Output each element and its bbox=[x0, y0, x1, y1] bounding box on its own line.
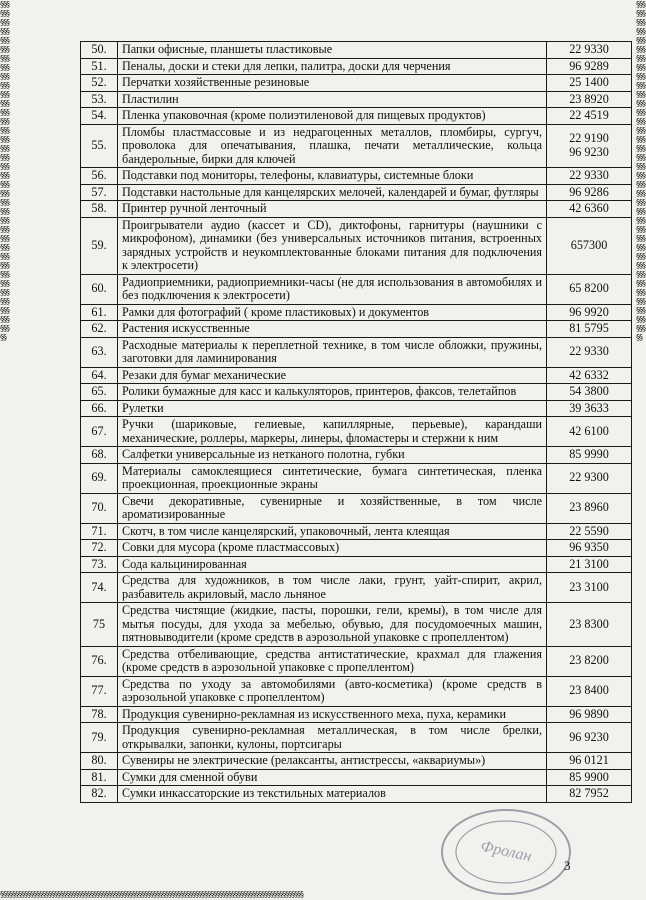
row-number: 73. bbox=[81, 556, 118, 573]
row-number: 55. bbox=[81, 124, 118, 168]
item-code: 23 8920 bbox=[547, 91, 632, 108]
item-name: Салфетки универсальные из нетканого полотна, губки bbox=[118, 447, 547, 464]
item-code: 54 3800 bbox=[547, 384, 632, 401]
item-code: 25 1400 bbox=[547, 75, 632, 92]
table-row bbox=[81, 274, 632, 304]
table-row bbox=[81, 217, 632, 274]
table-row bbox=[81, 556, 632, 573]
item-code: 21 3100 bbox=[547, 556, 632, 573]
item-name: Папки офисные, планшеты пластиковые bbox=[118, 42, 547, 59]
round-stamp bbox=[438, 800, 574, 896]
table-row bbox=[81, 603, 632, 647]
item-code: 23 8960 bbox=[547, 493, 632, 523]
item-code: 82 7952 bbox=[547, 786, 632, 803]
item-name: Средства для художников, в том числе лаки, грунт, уайт-спирит, акрил, разбавитель акриловый, масло льняное bbox=[118, 573, 547, 603]
item-name: Пластилин bbox=[118, 91, 547, 108]
row-number: 79. bbox=[81, 723, 118, 753]
item-code: 96 9920 bbox=[547, 304, 632, 321]
row-number: 80. bbox=[81, 753, 118, 770]
row-number: 62. bbox=[81, 321, 118, 338]
table-row bbox=[81, 523, 632, 540]
table-row bbox=[81, 184, 632, 201]
item-name: Сувениры не электрические (релаксанты, антистрессы, «аквариумы») bbox=[118, 753, 547, 770]
item-code: 65 8200 bbox=[547, 274, 632, 304]
item-name: Проигрыватели аудио (кассет и CD), диктофоны, гарнитуры (наушники с микрофоном), динамики (без универсальных источников питания, встроенных зарядных устройств и неукомплектованные блоками питания для подключения к электросети) bbox=[118, 217, 547, 274]
item-name: Рамки для фотографий ( кроме пластиковых) и документов bbox=[118, 304, 547, 321]
table-row bbox=[81, 463, 632, 493]
item-name: Принтер ручной ленточный bbox=[118, 201, 547, 218]
item-code: 42 6332 bbox=[547, 367, 632, 384]
item-code: 81 5795 bbox=[547, 321, 632, 338]
item-code: 23 8300 bbox=[547, 603, 632, 647]
row-number: 81. bbox=[81, 769, 118, 786]
page-number: 3 bbox=[564, 858, 571, 873]
item-code: 42 6360 bbox=[547, 201, 632, 218]
table-row bbox=[81, 786, 632, 803]
table-row bbox=[81, 367, 632, 384]
item-code: 85 9900 bbox=[547, 769, 632, 786]
row-number: 60. bbox=[81, 274, 118, 304]
row-number: 59. bbox=[81, 217, 118, 274]
row-number: 67. bbox=[81, 417, 118, 447]
row-number: 50. bbox=[81, 42, 118, 59]
item-name: Средства отбеливающие, средства антистатические, крахмал для глажения (кроме средств в аэрозольной упаковке с пропеллентом) bbox=[118, 646, 547, 676]
table-row bbox=[81, 769, 632, 786]
table-row bbox=[81, 676, 632, 706]
table-row bbox=[81, 42, 632, 59]
item-name: Подставки под мониторы, телефоны, клавиатуры, системные блоки bbox=[118, 168, 547, 185]
table-row bbox=[81, 108, 632, 125]
row-number: 68. bbox=[81, 447, 118, 464]
item-name: Продукция сувенирно-рекламная из искусственного меха, пуха, керамики bbox=[118, 706, 547, 723]
item-code: 22 4519 bbox=[547, 108, 632, 125]
item-code: 39 3633 bbox=[547, 400, 632, 417]
item-name: Продукция сувенирно-рекламная металлическая, в том числе брелки, открывалки, запонки, кулоны, портсигары bbox=[118, 723, 547, 753]
item-code: 22 9300 bbox=[547, 463, 632, 493]
item-name: Ролики бумажные для касс и калькуляторов, принтеров, факсов, телетайпов bbox=[118, 384, 547, 401]
item-code: 657300 bbox=[547, 217, 632, 274]
item-name: Сода кальцинированная bbox=[118, 556, 547, 573]
table-row bbox=[81, 337, 632, 367]
stamp-text: Фролан bbox=[479, 837, 534, 866]
row-number: 71. bbox=[81, 523, 118, 540]
table-row bbox=[81, 124, 632, 168]
item-name: Совки для мусора (кроме пластмассовых) bbox=[118, 540, 547, 557]
item-code: 96 9890 bbox=[547, 706, 632, 723]
row-number: 70. bbox=[81, 493, 118, 523]
item-name: Растения искусственные bbox=[118, 321, 547, 338]
item-name: Сумки для сменной обуви bbox=[118, 769, 547, 786]
item-name: Радиоприемники, радиоприемники-часы (не для использования в автомобилях и без подключения к электросети) bbox=[118, 274, 547, 304]
item-code: 42 6100 bbox=[547, 417, 632, 447]
table-row bbox=[81, 493, 632, 523]
item-code: 22 9330 bbox=[547, 168, 632, 185]
item-code: 96 0121 bbox=[547, 753, 632, 770]
item-code: 23 8200 bbox=[547, 646, 632, 676]
row-number: 53. bbox=[81, 91, 118, 108]
item-name: Свечи декоративные, сувенирные и хозяйственные, в том числе ароматизированные bbox=[118, 493, 547, 523]
item-name: Перчатки хозяйственные резиновые bbox=[118, 75, 547, 92]
item-code: 22 9190 96 9230 bbox=[547, 124, 632, 168]
row-number: 56. bbox=[81, 168, 118, 185]
item-name: Расходные материалы к переплетной технике, в том числе обложки, пружины, заготовки для ламинирования bbox=[118, 337, 547, 367]
row-number: 65. bbox=[81, 384, 118, 401]
item-code: 22 9330 bbox=[547, 42, 632, 59]
row-number: 72. bbox=[81, 540, 118, 557]
table-row bbox=[81, 304, 632, 321]
item-code: 96 9350 bbox=[547, 540, 632, 557]
table-row bbox=[81, 321, 632, 338]
item-name: Пломбы пластмассовые и из недрагоценных металлов, пломбиры, сургуч, проволока для опечатывания, плашка, печати металлические, кольца бандерольные, бирки для ключей bbox=[118, 124, 547, 168]
table-row bbox=[81, 540, 632, 557]
item-code: 96 9286 bbox=[547, 184, 632, 201]
table-row bbox=[81, 753, 632, 770]
table-row bbox=[81, 723, 632, 753]
table-row bbox=[81, 201, 632, 218]
item-name: Сумки инкассаторские из текстильных материалов bbox=[118, 786, 547, 803]
table-row bbox=[81, 384, 632, 401]
goods-table-body bbox=[81, 42, 632, 803]
table-row bbox=[81, 400, 632, 417]
table-row bbox=[81, 573, 632, 603]
table-row bbox=[81, 706, 632, 723]
row-number: 64. bbox=[81, 367, 118, 384]
item-code: 23 3100 bbox=[547, 573, 632, 603]
row-number: 76. bbox=[81, 646, 118, 676]
row-number: 75 bbox=[81, 603, 118, 647]
perforated-edge-right: §§§§§§§§§§§§§§§§§§§§§§§§§§§§§§§§§§§§§§§§§§§§§§§§§§§§§§§§§§§§§§§§§§§§§§§§§§§§§§§§§§§§§§§§§§§§§§§§§§§§§§§§§§§§§§§§§ bbox=[636, 0, 645, 342]
item-name: Пленка упаковочная (кроме полиэтиленовой для пищевых продуктов) bbox=[118, 108, 547, 125]
item-name: Средства по уходу за автомобилями (авто-косметика) (кроме средств в аэрозольной упаковке с пропеллентом) bbox=[118, 676, 547, 706]
item-code: 96 9289 bbox=[547, 58, 632, 75]
item-code: 22 9330 bbox=[547, 337, 632, 367]
item-name: Средства чистящие (жидкие, пасты, порошки, гели, кремы), в том числе для мытья посуды, для ухода за мебелью, обувью, для посудомоечных машин, пятновыводители (кроме средств в аэрозольной упаковке с пропеллентом) bbox=[118, 603, 547, 647]
row-number: 61. bbox=[81, 304, 118, 321]
item-name: Материалы самоклеящиеся синтетические, бумага синтетическая, пленка проекционная, проекционные экраны bbox=[118, 463, 547, 493]
row-number: 66. bbox=[81, 400, 118, 417]
table-row bbox=[81, 417, 632, 447]
item-code: 96 9230 bbox=[547, 723, 632, 753]
item-name: Ручки (шариковые, гелиевые, капиллярные, перьевые), карандаши механические, роллеры, маркеры, линеры, фломастеры и стержни к ним bbox=[118, 417, 547, 447]
row-number: 58. bbox=[81, 201, 118, 218]
row-number: 52. bbox=[81, 75, 118, 92]
table-row bbox=[81, 447, 632, 464]
row-number: 74. bbox=[81, 573, 118, 603]
goods-table bbox=[80, 41, 632, 803]
item-name: Скотч, в том числе канцелярский, упаковочный, лента клеящая bbox=[118, 523, 547, 540]
item-code: 23 8400 bbox=[547, 676, 632, 706]
row-number: 78. bbox=[81, 706, 118, 723]
item-name: Подставки настольные для канцелярских мелочей, календарей и бумаг, футляры bbox=[118, 184, 547, 201]
row-number: 82. bbox=[81, 786, 118, 803]
row-number: 63. bbox=[81, 337, 118, 367]
row-number: 69. bbox=[81, 463, 118, 493]
row-number: 57. bbox=[81, 184, 118, 201]
table-row bbox=[81, 168, 632, 185]
perforated-edge-bottom: §§§§§§§§§§§§§§§§§§§§§§§§§§§§§§§§§§§§§§§§§§§§§§§§§§§§§§§§§§§§§§§§§§§§§§§§§§§§§§§§§§§§§§§§§§§§§§§§§§§§§ bbox=[0, 890, 303, 899]
row-number: 51. bbox=[81, 58, 118, 75]
table-row bbox=[81, 75, 632, 92]
item-code: 85 9990 bbox=[547, 447, 632, 464]
table-row bbox=[81, 91, 632, 108]
perforated-edge-left: §§§§§§§§§§§§§§§§§§§§§§§§§§§§§§§§§§§§§§§§§§§§§§§§§§§§§§§§§§§§§§§§§§§§§§§§§§§§§§§§§§§§§§§§§§§§§§§§§§§§§§§§§§§§§§§§§ bbox=[0, 0, 9, 342]
item-name: Пеналы, доски и стеки для лепки, палитра, доски для черчения bbox=[118, 58, 547, 75]
row-number: 77. bbox=[81, 676, 118, 706]
item-name: Рулетки bbox=[118, 400, 547, 417]
item-code: 22 5590 bbox=[547, 523, 632, 540]
table-row bbox=[81, 58, 632, 75]
row-number: 54. bbox=[81, 108, 118, 125]
table-row bbox=[81, 646, 632, 676]
item-name: Резаки для бумаг механические bbox=[118, 367, 547, 384]
